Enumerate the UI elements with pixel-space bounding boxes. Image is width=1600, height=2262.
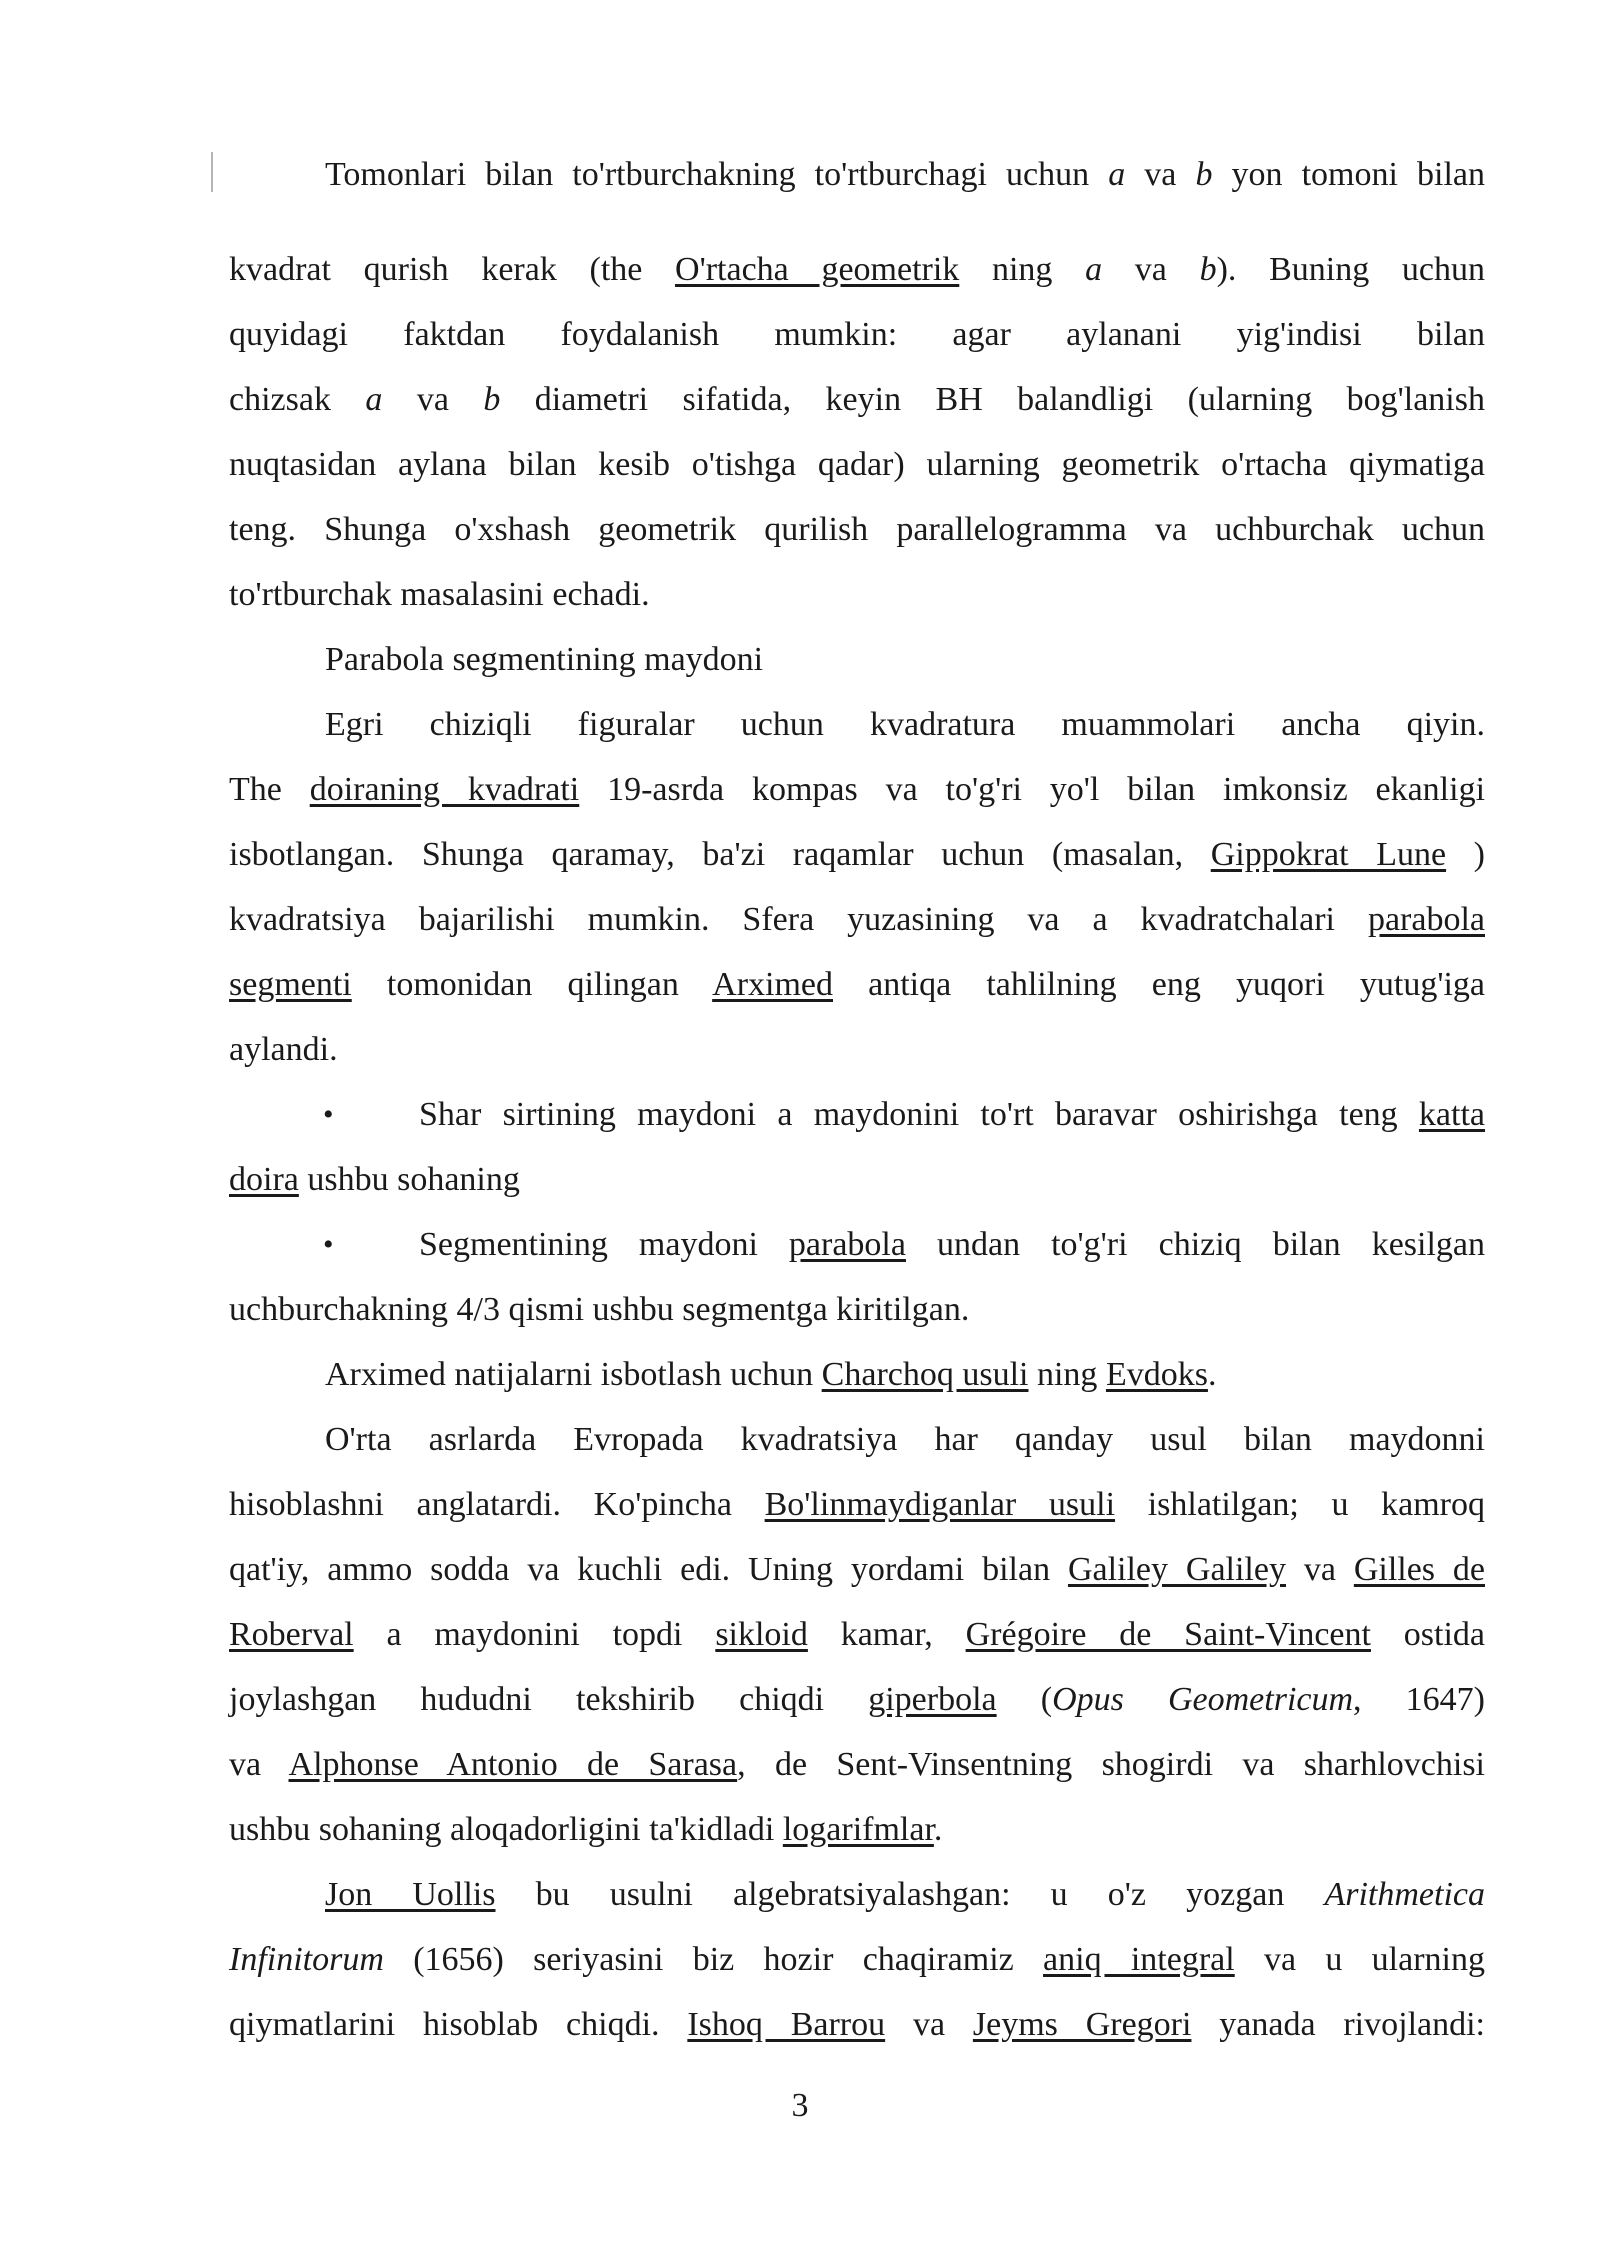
hyperlink[interactable]: segmenti [229,966,352,1003]
list-item: Shar sirtining maydoni a maydonini to'rt baravar oshirishga teng katta [419,1096,1485,1133]
hyperlink[interactable]: Gippokrat Lune [1210,836,1447,873]
hyperlink[interactable]: Evdoks [1105,1356,1208,1393]
hyperlink[interactable]: giperbola [868,1681,997,1718]
text-line: hisoblashni anglatardi. Ko'pincha Bo'linmaydiganlar usuli ishlatilgan; u kamroq [229,1486,1485,1523]
hyperlink[interactable]: katta [1418,1096,1485,1133]
hyperlink[interactable]: Jeyms Gregori [972,2006,1192,2043]
text-cursor-mark [211,152,213,192]
text-line: to'rtburchak masalasini echadi. [229,576,650,613]
italic-text: a [1085,251,1103,288]
hyperlink[interactable]: sikloid [715,1616,808,1653]
list-item-continuation: doira ushbu sohaning [229,1161,520,1198]
italic-text: b [483,381,501,418]
text-line: qat'iy, ammo sodda va kuchli edi. Uning yordami bilan Galiley Galiley va Gilles de [229,1551,1486,1588]
hyperlink[interactable]: Charchoq usuli [821,1356,1029,1393]
text-line: nuqtasidan aylana bilan kesib o'tishga qadar) ularning geometrik o'rtacha qiymatiga [229,446,1485,483]
text-line: Arximed natijalarni isbotlash uchun Charchoq usuli ning Evdoks. [325,1356,1217,1393]
page-number: 3 [791,2087,809,2124]
list-item-continuation: uchburchakning 4/3 qismi ushbu segmentga kiritilgan. [229,1291,970,1328]
italic-text: a [365,381,383,418]
text-line: ushbu sohaning aloqadorligini ta'kidladi logarifmlar. [229,1811,943,1848]
hyperlink[interactable]: doira [229,1161,299,1198]
text-line: The doiraning kvadrati 19-asrda kompas va to'g'ri yo'l bilan imkonsiz ekanligi [229,771,1486,808]
text-line: qiymatlarini hisoblab chiqdi. Ishoq Barrou va Jeyms Gregori yanada rivojlandi: [229,2006,1485,2043]
text-line: va Alphonse Antonio de Sarasa, de Sent-Vinsentning shogirdi va sharhlovchisi [229,1746,1486,1783]
hyperlink[interactable]: Alphonse Antonio de Sarasa [288,1746,738,1783]
text-line: Tomonlari bilan to'rtburchakning to'rtburchagi uchun a va b yon tomoni bilan [325,156,1485,193]
text-line: segmenti tomonidan qilingan Arximed antiqa tahlilning eng yuqori yutug'iga [229,966,1485,1003]
text-line: kvadrat qurish kerak (the O'rtacha geometrik ning a va b). Buning uchun [229,251,1485,288]
hyperlink[interactable]: Roberval [229,1616,354,1653]
text-line: Infinitorum (1656) seriyasini biz hozir chaqiramiz aniq integral va u ularning [229,1941,1485,1978]
italic-text: a [1108,156,1126,193]
text-line: joylashgan hududni tekshirib chiqdi giperbola (Opus Geometricum, 1647) [229,1681,1485,1718]
hyperlink[interactable]: logarifmlar [782,1811,934,1848]
hyperlink[interactable]: Arximed [712,966,833,1003]
hyperlink[interactable]: Bo'linmaydiganlar usuli [764,1486,1116,1523]
hyperlink[interactable]: O'rtacha geometrik [675,251,960,288]
hyperlink[interactable]: parabola [1367,901,1485,938]
italic-text: Arithmetica [1324,1876,1485,1913]
text-line: aylandi. [229,1031,338,1068]
bullet-point: • [323,1228,334,1261]
section-heading: Parabola segmentining maydoni [325,641,764,678]
hyperlink[interactable]: parabola [788,1226,906,1263]
text-line: chizsak a va b diametri sifatida, keyin BH balandligi (ularning bog'lanish [229,381,1485,418]
italic-text: b [1199,251,1217,288]
text-line: isbotlangan. Shunga qaramay, ba'zi raqamlar uchun (masalan, Gippokrat Lune ) [229,836,1485,873]
text-line: O'rta asrlarda Evropada kvadratsiya har qanday usul bilan maydonni [325,1421,1485,1458]
hyperlink[interactable]: doiraning kvadrati [309,771,580,808]
text-line: quyidagi faktdan foydalanish mumkin: agar aylanani yig'indisi bilan [229,316,1485,353]
hyperlink[interactable]: Gilles de [1353,1551,1486,1588]
hyperlink[interactable]: Galiley Galiley [1067,1551,1286,1588]
italic-text: Opus Geometricum [1052,1681,1354,1718]
bullet-point: • [323,1098,334,1131]
list-item: Segmentining maydoni parabola undan to'g'ri chiziq bilan kesilgan [419,1226,1486,1263]
hyperlink[interactable]: Grégoire de Saint-Vincent [965,1616,1371,1653]
italic-text: b [1195,156,1213,193]
text-line: teng. Shunga o'xshash geometrik qurilish parallelogramma va uchburchak uchun [229,511,1485,548]
text-line: kvadratsiya bajarilishi mumkin. Sfera yuzasining va a kvadratchalari parabola [229,901,1485,938]
text-line: Roberval a maydonini topdi sikloid kamar, Grégoire de Saint-Vincent ostida [229,1616,1485,1653]
hyperlink[interactable]: Jon Uollis [325,1876,496,1913]
text-line: Jon Uollis bu usulni algebratsiyalashgan: u o'z yozgan Arithmetica [325,1876,1485,1913]
hyperlink[interactable]: Ishoq Barrou [687,2006,886,2043]
italic-text: Infinitorum [229,1941,384,1978]
text-line: Egri chiziqli figuralar uchun kvadratura muammolari ancha qiyin. [325,706,1485,743]
hyperlink[interactable]: aniq integral [1043,1941,1235,1978]
